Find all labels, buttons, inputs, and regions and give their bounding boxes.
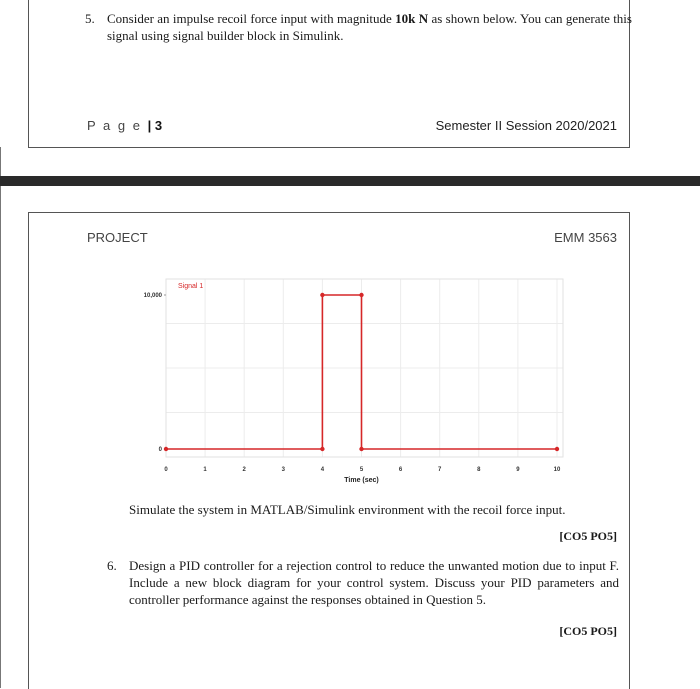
page-separator (0, 176, 700, 186)
page-edge (0, 186, 1, 688)
page-footer-number (87, 118, 162, 133)
question-6-number: 6. (107, 558, 117, 573)
x-tick-label: 6 (398, 467, 403, 473)
page-edge (0, 147, 1, 177)
tick-labels (144, 293, 561, 473)
signal-point (359, 447, 363, 451)
signal-point (359, 293, 363, 297)
question-5-number: 5. (85, 11, 95, 26)
signal-chart (29, 213, 629, 498)
x-axis-label: Time (sec) (344, 477, 379, 484)
x-tick-label: 1 (203, 467, 207, 473)
page-label: P a g e (87, 118, 142, 133)
chart-series (164, 293, 559, 451)
co-tag: [CO5 PO5] (559, 624, 617, 638)
co-tag: [CO5 PO5] (559, 529, 617, 543)
page-bottom (28, 212, 630, 689)
page-top (28, 0, 630, 148)
signal-point (320, 447, 324, 451)
question-6 (107, 557, 619, 608)
x-tick-label: 2 (242, 467, 246, 473)
y-tick-label: 10,000 (143, 293, 162, 299)
chart-title: Signal 1 (178, 283, 204, 290)
simulate-instruction: Simulate the system in MATLAB/Simulink environment with the recoil force input. (129, 502, 566, 517)
x-tick-label: 9 (516, 467, 520, 473)
question-5 (85, 10, 632, 44)
signal-point (555, 447, 559, 451)
x-tick-label: 8 (477, 467, 481, 473)
question-5-text-before: Consider an impulse recoil force input with magnitude (107, 11, 396, 26)
x-tick-label: 10 (553, 467, 561, 473)
x-tick-label: 5 (359, 467, 364, 473)
session-label: Semester II Session 2020/2021 (435, 118, 617, 133)
signal-point (164, 447, 168, 451)
x-tick-label: 4 (320, 467, 325, 473)
signal-line (166, 295, 557, 449)
page-number: | 3 (147, 118, 163, 133)
course-code: EMM 3563 (554, 230, 617, 245)
project-header: PROJECT (87, 230, 148, 245)
question-5-text-after: as shown below. You can generate this signal using signal builder block in Simulink. (107, 11, 632, 43)
x-tick-label: 7 (438, 467, 442, 473)
chart-grid (166, 279, 563, 457)
y-tick-label: 0 (158, 447, 162, 453)
x-tick-label: 0 (164, 467, 168, 473)
question-5-magnitude: 10k N (395, 11, 429, 26)
question-6-text: Design a PID controller for a rejection control to reduce the unwanted motion due to input F. Include a new block diagram for your control system. Discuss your PID parameters and controller performance against the responses obtained in Question 5. (129, 558, 619, 607)
x-tick-label: 3 (281, 467, 285, 473)
signal-point (320, 293, 324, 297)
